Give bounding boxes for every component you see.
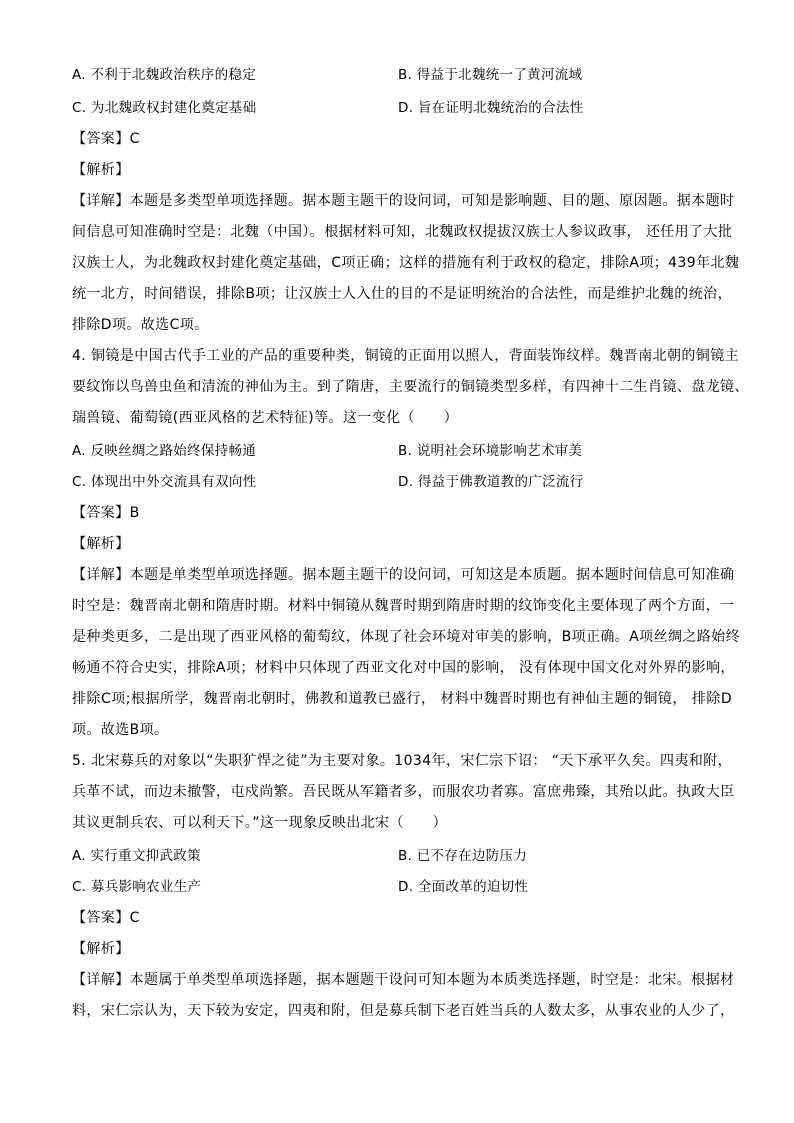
q4-detail-line: 项。故选B项。 bbox=[72, 722, 169, 738]
q3-detail-line: 统一北方，时间错误，排除B项；让汉族士人入仕的目的不是证明统治的合法性，而是维护北魏的统治， bbox=[72, 286, 732, 302]
q5-option-d: D. 全面改革的迫切性 bbox=[398, 879, 529, 895]
q4-option-d: D. 得益于佛教道教的广泛流行 bbox=[398, 474, 584, 490]
q3-option-b: B. 得益于北魏统一了黄河流域 bbox=[398, 67, 583, 83]
q3-detail-line: 排除D项。故选C项。 bbox=[72, 317, 209, 333]
q4-stem-line: 4. 铜镜是中国古代手工业的产品的重要种类，铜镜的正面用以照人，背面装饰纹样。魏晋南北朝的铜镜主 bbox=[72, 348, 740, 364]
q5-detail-line: 【详解】本题属于单类型单项选择题，据本题题干设问可知本题为本质类选择题，时空是：北宋。根据材 bbox=[72, 972, 735, 988]
q4-stem-line: 要纹饰以鸟兽虫鱼和清流的神仙为主。到了隋唐，主要流行的铜镜类型多样，有四神十二生肖镜、盘龙镜、 bbox=[72, 379, 749, 395]
q4-option-b: B. 说明社会环境影响艺术审美 bbox=[398, 443, 583, 459]
q5-analysis-label: 【解析】 bbox=[72, 941, 130, 957]
q3-answer: 【答案】C bbox=[72, 131, 140, 147]
q4-answer: 【答案】B bbox=[72, 505, 140, 521]
q4-analysis-label: 【解析】 bbox=[72, 536, 130, 552]
q5-option-a: A. 实行重文抑武政策 bbox=[72, 848, 201, 864]
q3-option-a: A. 不利于北魏政治秩序的稳定 bbox=[72, 67, 257, 83]
q5-option-b: B. 已不存在边防压力 bbox=[398, 848, 528, 864]
q5-stem-line: 其议更制兵农、可以利天下。”这一现象反映出北宋（ ） bbox=[72, 815, 448, 831]
q5-stem-line: 兵革不试，而边未撤警，屯戍尚繁。吾民既从军籍者多，而服农功者寡。富庶弗臻，其殆以此。执政大臣 bbox=[72, 784, 735, 800]
q5-detail-line: 料，宋仁宗认为，天下较为安定，四夷和附，但是募兵制下老百姓当兵的人数太多，从事农业的人少了， bbox=[72, 1003, 735, 1019]
q5-stem-line: 5. 北宋募兵的对象以“失职犷悍之徒”为主要对象。1034年，宋仁宗下诏： “天下承平久矣。四夷和附， bbox=[72, 753, 733, 769]
q3-option-c: C. 为北魏政权封建化奠定基础 bbox=[72, 100, 257, 116]
q4-detail-line: 排除C项;根据所学，魏晋南北朝时，佛教和道教已盛行， 材料中魏晋时期也有神仙主题的铜镜， 排除D bbox=[72, 691, 732, 707]
q3-analysis-label: 【解析】 bbox=[72, 162, 130, 178]
q5-option-c: C. 募兵影响农业生产 bbox=[72, 879, 202, 895]
q4-option-c: C. 体现出中外交流具有双向性 bbox=[72, 474, 257, 490]
q4-detail-line: 畅通不符合史实，排除A项；材料中只体现了西亚文化对中国的影响， 没有体现中国文化对外界的影响， bbox=[72, 660, 735, 676]
q3-detail-line: 【详解】本题是多类型单项选择题。据本题主题干的设问词，可知是影响题、目的题、原因题。据本题时 bbox=[72, 193, 735, 209]
q4-stem-line: 瑞兽镜、葡萄镜(西亚风格的艺术特征)等。这一变化（ ） bbox=[72, 410, 459, 426]
q3-detail-line: 汉族士人，为北魏政权封建化奠定基础，C项正确；这样的措施有利于政权的稳定，排除A项；439年北魏 bbox=[72, 255, 740, 271]
q4-detail-line: 是种类更多，二是出现了西亚风格的葡萄纹，体现了社会环境对审美的影响，B项正确。A项丝绸之路始终 bbox=[72, 629, 740, 645]
q4-detail-line: 【详解】本题是单类型单项选择题。据本题主题干的设问词，可知这是本质题。据本题时间信息可知准确 bbox=[72, 567, 735, 583]
q3-option-d: D. 旨在证明北魏统治的合法性 bbox=[398, 100, 584, 116]
q3-detail-line: 间信息可知准确时空是：北魏（中国）。根据材料可知，北魏政权提拔汉族士人参议政事， 还任用了大批 bbox=[72, 224, 733, 240]
q4-detail-line: 时空是：魏晋南北朝和隋唐时期。材料中铜镜从魏晋时期到隋唐时期的纹饰变化主要体现了两个方面，一 bbox=[72, 598, 735, 614]
q5-answer: 【答案】C bbox=[72, 910, 140, 926]
q4-option-a: A. 反映丝绸之路始终保持畅通 bbox=[72, 443, 257, 459]
